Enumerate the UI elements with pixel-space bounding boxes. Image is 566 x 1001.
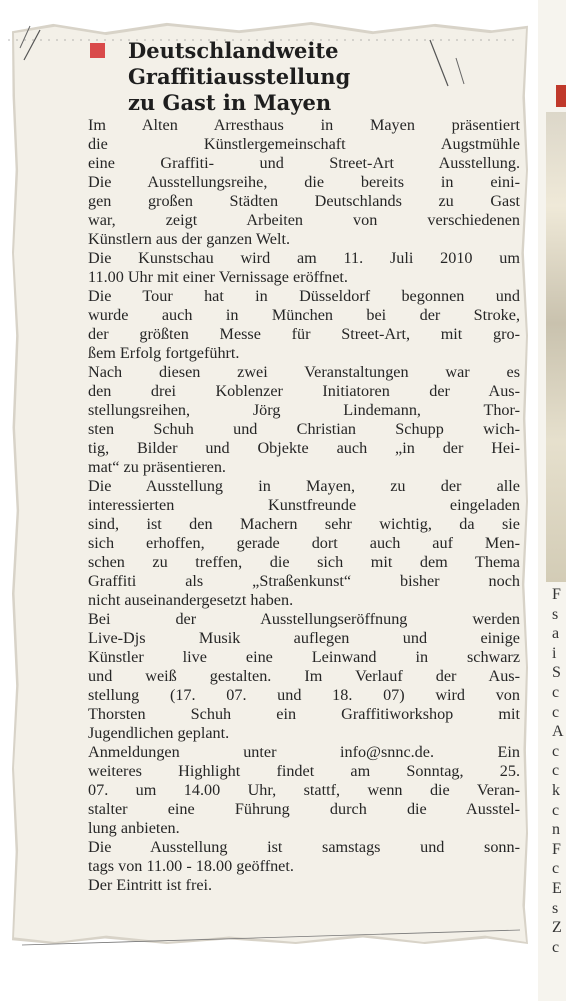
headline-bullet (90, 43, 105, 58)
article-body-line: Anmeldungen unter info@snnc.de. Ein (88, 743, 520, 761)
adjacent-column-letter: F (552, 586, 561, 603)
article-body-line: tags von 11.00 - 18.00 geöffnet. (88, 857, 294, 875)
article-body-line: sich erhoffen, gerade dort auch auf Men- (88, 534, 520, 552)
adjacent-column-letter: c (552, 703, 560, 721)
adjacent-column-letter: c (552, 742, 560, 760)
article-body-line: Künstler live eine Leinwand in schwarz (88, 648, 520, 666)
article-body-line: Die Ausstellung in Mayen, zu der alle (88, 477, 520, 495)
article-body-line: weiteres Highlight findet am Sonntag, 25. (88, 762, 520, 780)
adjacent-column-letter: c (552, 683, 560, 701)
article-body-line: Die Ausstellungsreihe, die bereits in eini- (88, 173, 520, 191)
adjacent-column-letter: s (552, 899, 559, 917)
article-body-line: Die Tour hat in Düsseldorf begonnen und (88, 287, 520, 305)
adjacent-column-letter: c (552, 860, 560, 878)
adjacent-column-letter: c (552, 801, 560, 819)
headline-line: Graffitiausstellung (128, 64, 351, 89)
article-body-line: tig, Bilder und Objekte auch „in der Hei- (88, 439, 520, 457)
article-body-line: die Künstlergemeinschaft Augstmühle (88, 135, 520, 153)
article-body-line: Künstlern aus der ganzen Welt. (88, 230, 291, 248)
article-body-line: interessierten Kunstfreunde eingeladen (88, 496, 520, 514)
adjacent-column-letter: S (552, 664, 561, 682)
article-headline (128, 38, 448, 116)
article-body-line: Bei der Ausstellungseröffnung werden (88, 610, 520, 628)
adjacent-column-letter: F (552, 840, 561, 858)
article-body-line: eine Graffiti- und Street-Art Ausstellung. (88, 154, 520, 172)
article-body-line: den drei Koblenzer Initiatoren der Aus- (88, 382, 520, 400)
adjacent-column-text (552, 585, 566, 957)
adjacent-column-letter: k (552, 781, 560, 799)
adjacent-column-letter: c (552, 938, 560, 956)
article-body-line: 07. um 14.00 Uhr, stattf, wenn die Veran- (88, 781, 520, 799)
article-body-line: der größten Messe für Street-Art, mit gro- (88, 325, 520, 343)
article-body-line: sind, ist den Machern sehr wichtig, da sie (88, 515, 520, 533)
article-body-line: stellungsreihen, Jörg Lindemann, Thor- (88, 401, 520, 419)
adjacent-article-sliver (538, 0, 566, 1001)
article-body-line: ßem Erfolg fortgeführt. (88, 344, 240, 362)
adjacent-photo (546, 112, 566, 582)
adjacent-column-letter: Z (552, 919, 562, 937)
article-body-line: mat“ zu präsentieren. (88, 458, 226, 476)
article-body-line: schen zu treffen, die sich mit dem Thema (88, 553, 520, 571)
article-body-line: gen großen Städten Deutschlands zu Gast (88, 192, 520, 210)
headline-line: zu Gast in Mayen (128, 90, 332, 115)
adjacent-column-letter: n (552, 821, 560, 839)
article-body-line: lung anbieten. (88, 819, 180, 837)
article-body-line: war, zeigt Arbeiten von verschiedenen (88, 211, 520, 229)
article-body-line: Nach diesen zwei Veranstaltungen war es (88, 363, 520, 381)
article-body-line: stalter eine Führung durch die Ausstel- (88, 800, 520, 818)
headline-line: Deutschlandweite (128, 38, 339, 63)
article-body-line: 11.00 Uhr mit einer Vernissage eröffnet. (88, 268, 348, 286)
adjacent-column-letter: A (552, 723, 564, 741)
article-body-line: Thorsten Schuh ein Graffitiworkshop mit (88, 705, 520, 723)
article-body-line: wurde auch in München bei der Stroke, (88, 306, 520, 324)
adjacent-column-letter: s (552, 605, 559, 623)
article-body-line: sten Schuh und Christian Schupp wich- (88, 420, 520, 438)
adjacent-column-letter: a (552, 625, 560, 643)
adjacent-column-letter: c (552, 762, 560, 780)
article-body-line: Die Ausstellung ist samstags und sonn- (88, 838, 520, 856)
article-body-line: nicht auseinandergesetzt haben. (88, 591, 294, 609)
adjacent-headline-marker (556, 85, 566, 107)
article-body-line: stellung (17. 07. und 18. 07) wird von (88, 686, 520, 704)
article-body-line: und weiß gestalten. Im Verlauf der Aus- (88, 667, 520, 685)
article-body-line: Im Alten Arresthaus in Mayen präsentiert (88, 116, 520, 134)
article-body-line: Live-Djs Musik auflegen und einige (88, 629, 520, 647)
adjacent-column-letter: E (552, 879, 562, 897)
article-body (88, 116, 520, 895)
article-body-line: Die Kunstschau wird am 11. Juli 2010 um (88, 249, 520, 267)
article-body-line: Der Eintritt ist frei. (88, 876, 213, 894)
adjacent-column-letter: i (552, 644, 557, 662)
article-body-line: Graffiti als „Straßenkunst“ bisher noch (88, 572, 520, 590)
article-body-line: Jugendlichen geplant. (88, 724, 230, 742)
